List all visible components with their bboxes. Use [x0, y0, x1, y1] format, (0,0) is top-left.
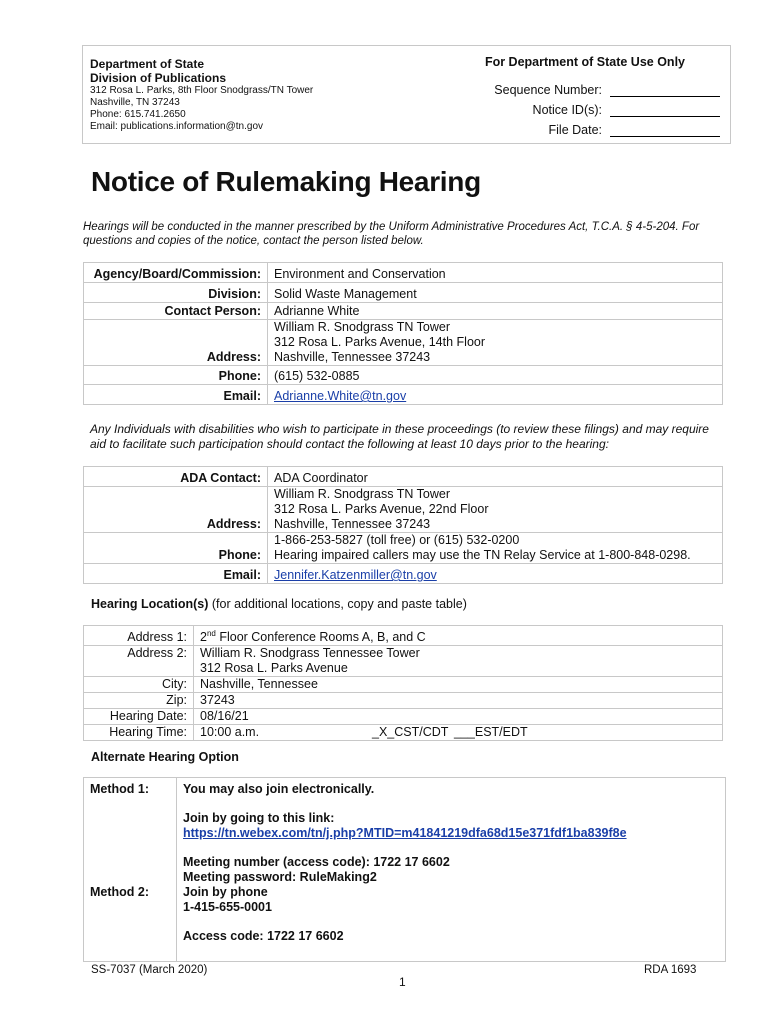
alternate-hearing-heading: Alternate Hearing Option	[91, 750, 239, 764]
ada-address-line-2: 312 Rosa L. Parks Avenue, 22nd Floor	[274, 502, 489, 516]
dept-name: Department of State	[90, 57, 205, 71]
phone-label: Phone:	[84, 366, 268, 385]
ada-address-line-1: William R. Snodgrass TN Tower	[274, 487, 450, 501]
intro-text: Hearings will be conducted in the manner prescribed by the Uniform Administrative Procedures Act, T.C.A. § 4-5-204. For questions and copies of the notice, contact the person listed below.	[83, 221, 700, 247]
address-line-2: 312 Rosa L. Parks Avenue, 14th Floor	[274, 335, 486, 349]
webex-link[interactable]: https://tn.webex.com/tn/j.php?MTID=m41841219dfa68d15e371fdf1ba839f8e	[183, 826, 627, 840]
address1-label: Address 1:	[84, 626, 194, 646]
publisher-email: Email: publications.information@tn.gov	[90, 121, 264, 132]
city-label: City:	[84, 677, 194, 693]
address2-line-a: William R. Snodgrass Tennessee Tower	[200, 646, 420, 661]
address1-num: 2	[200, 630, 207, 645]
ada-address-value	[268, 487, 723, 533]
method1-line4: Meeting password: RuleMaking2	[183, 870, 377, 884]
ada-note: Any Individuals with disabilities who wish to participate in these proceedings (to review these filings) and may require aid to facilitate such participation should contact the following at least 10 days prior to the hearing:	[90, 422, 709, 451]
ada-email-label: Email:	[84, 564, 268, 584]
ada-contact-value: ADA Coordinator	[268, 467, 723, 487]
method1-content	[177, 778, 726, 886]
method2-line3: Access code: 1722 17 6602	[183, 929, 344, 943]
ada-address-label: Address:	[84, 487, 268, 533]
address-value	[268, 320, 723, 366]
contact-label: Contact Person:	[84, 303, 268, 320]
alternate-hearing-table	[83, 777, 726, 962]
ada-phone-line-2: Hearing impaired callers may use the TN Relay Service at 1-800-848-0298.	[274, 548, 691, 562]
address2-value	[194, 646, 723, 677]
hearing-time-label: Hearing Time:	[84, 725, 194, 741]
city-value: Nashville, Tennessee	[194, 677, 723, 693]
address1-sup: nd	[206, 629, 216, 638]
notice-id-line[interactable]	[610, 104, 720, 117]
publisher-address: 312 Rosa L. Parks, 8th Floor Snodgrass/TN Tower	[90, 85, 314, 96]
division-name: Division of Publications	[90, 71, 227, 85]
form-number: SS-7037 (March 2020)	[91, 964, 208, 976]
ada-phone-label: Phone:	[84, 533, 268, 564]
agency-label: Agency/Board/Commission:	[84, 263, 268, 283]
zip-value: 37243	[194, 693, 723, 709]
page-title: Notice of Rulemaking Hearing	[91, 166, 481, 197]
hearing-date-value: 08/16/21	[194, 709, 723, 725]
hearing-location-table	[83, 625, 723, 741]
hearing-date-label: Hearing Date:	[84, 709, 194, 725]
file-date-label: File Date:	[548, 123, 602, 137]
address2-label: Address 2:	[84, 646, 194, 677]
hearing-time: 10:00 a.m.	[200, 725, 260, 740]
hearing-time-value	[194, 725, 723, 741]
ada-phone-value	[268, 533, 723, 564]
agency-value: Environment and Conservation	[268, 263, 723, 283]
phone-value: (615) 532-0885	[268, 366, 723, 385]
publisher-phone: Phone: 615.741.2650	[90, 109, 186, 120]
notice-id-field[interactable]	[470, 97, 720, 117]
ada-address-line-3: Nashville, Tennessee 37243	[274, 517, 431, 531]
state-use-block	[470, 55, 720, 137]
ada-table	[83, 466, 723, 584]
notice-id-label: Notice ID(s):	[532, 103, 602, 117]
timezone-est-option[interactable]: ___EST/EDT	[454, 725, 528, 740]
address-line-3: Nashville, Tennessee 37243	[274, 350, 431, 364]
page-number: 1	[399, 975, 406, 989]
method2-line1: Join by phone	[183, 885, 268, 899]
ada-email-link[interactable]: Jennifer.Katzenmiller@tn.gov	[274, 568, 437, 582]
hearing-location-note: (for additional locations, copy and paste table)	[211, 597, 467, 611]
hearing-location-heading	[91, 597, 467, 611]
hearing-location-title: Hearing Location(s)	[91, 597, 209, 611]
address1-value	[194, 626, 723, 646]
sequence-number-line[interactable]	[610, 84, 720, 97]
division-value: Solid Waste Management	[268, 283, 723, 303]
rda-number: RDA 1693	[644, 964, 697, 976]
file-date-line[interactable]	[610, 124, 720, 137]
method1-line1: You may also join electronically.	[183, 782, 375, 796]
method2-line2: 1-415-655-0001	[183, 900, 272, 914]
division-label: Division:	[84, 283, 268, 303]
ada-email-value	[268, 564, 723, 584]
state-use-heading: For Department of State Use Only	[484, 55, 685, 69]
agency-table	[83, 262, 723, 405]
address-label: Address:	[84, 320, 268, 366]
email-label: Email:	[84, 385, 268, 405]
address1-rest: Floor Conference Rooms A, B, and C	[215, 630, 426, 645]
email-value	[268, 385, 723, 405]
contact-value: Adrianne White	[268, 303, 723, 320]
address2-line-b: 312 Rosa L. Parks Avenue	[200, 661, 348, 676]
ada-phone-line-1: 1-866-253-5827 (toll free) or (615) 532-0200	[274, 533, 520, 547]
sequence-number-field[interactable]	[470, 77, 720, 97]
timezone-cst-option[interactable]: _X_CST/CDT	[372, 725, 449, 740]
sequence-number-label: Sequence Number:	[494, 83, 602, 97]
publisher-city: Nashville, TN 37243	[90, 97, 180, 108]
ada-contact-label: ADA Contact:	[84, 467, 268, 487]
method1-label: Method 1:	[84, 778, 177, 886]
zip-label: Zip:	[84, 693, 194, 709]
address-line-1: William R. Snodgrass TN Tower	[274, 320, 450, 334]
contact-email-link[interactable]: Adrianne.White@tn.gov	[274, 389, 407, 403]
method1-line2: Join by going to this link:	[183, 811, 335, 825]
file-date-field[interactable]	[470, 117, 720, 137]
publisher-block	[90, 57, 313, 133]
method1-line3: Meeting number (access code): 1722 17 6602	[183, 855, 450, 869]
method2-content	[177, 885, 726, 961]
method2-label: Method 2:	[84, 885, 177, 961]
